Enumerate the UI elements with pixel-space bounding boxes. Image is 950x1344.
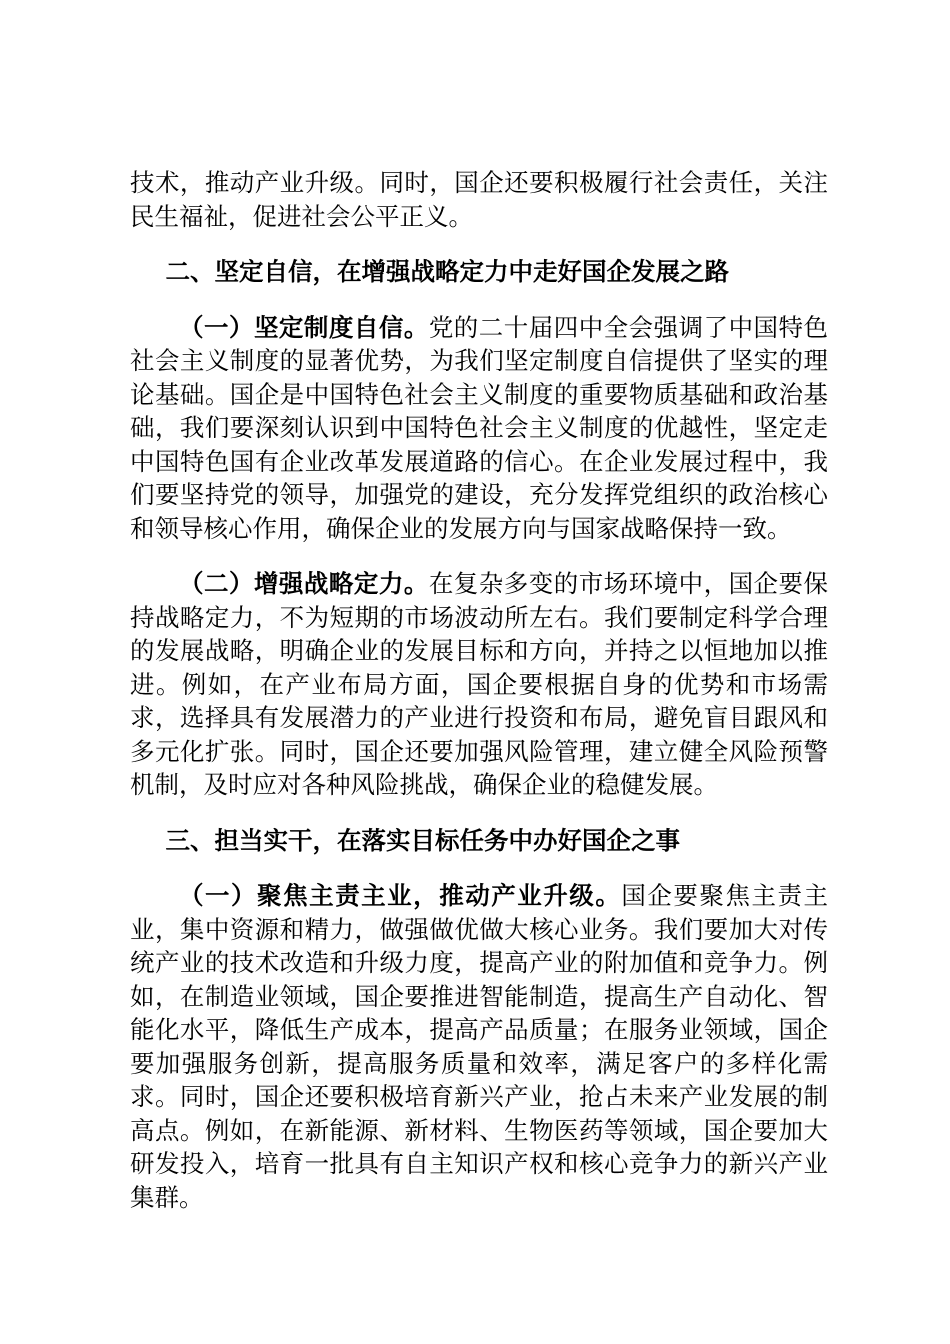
paragraph-text: 国企要聚焦主责主业，集中资源和精力，做强做优做大核心业务。我们要加大对传统产业的技术改造和升级力度，提高产业的附加值和竞争力。例如，在制造业领域，国企要推进智能制造，提高生产自动化、智能化水平，降低生产成本，提高产品质量；在服务业领域，国企要加强服务创新，提高服务质量和效率，满足客户的多样化需求。同时，国企还要积极培育新兴产业，抢占未来产业发展的制高点。例如，在新能源、新材料、生物医药等领域，国企要加大研发投入，培育一批具有自主知识产权和核心竞争力的新兴产业集群。 — [130, 881, 829, 1212]
paragraph-text: 在复杂多变的市场环境中，国企要保持战略定力，不为短期的市场波动所左右。我们要制定科学合理的发展战略，明确企业的发展目标和方向，并持之以恒地加以推进。例如，在产业布局方面，国企要根据自身的优势和市场需求，选择具有发展潜力的产业进行投资和布局，避免盲目跟风和多元化扩张。同时，国企还要加强风险管理，建立健全风险预警机制，及时应对各种风险挑战，确保企业的稳健发展。 — [130, 569, 829, 799]
paragraph-strategic-focus — [130, 567, 828, 802]
section-heading-3: 三、担当实干，在落实目标任务中办好国企之事 — [165, 825, 681, 855]
paragraph-lead: （一）坚定制度自信。 — [179, 312, 429, 342]
paragraph-continuation: 技术，推动产业升级。同时，国企还要积极履行社会责任，关注民生福祉，促进社会公平正义。 — [130, 168, 828, 231]
paragraph-institutional-confidence — [130, 311, 828, 546]
section-heading-2: 二、坚定自信，在增强战略定力中走好国企发展之路 — [165, 257, 730, 286]
paragraph-lead: （二）增强战略定力。 — [179, 569, 429, 598]
paragraph-text: 党的二十届四中全会强调了中国特色社会主义制度的显著优势，为我们坚定制度自信提供了坚实的理论基础。国企是中国特色社会主义制度的重要物质基础和政治基础，我们要深刻认识到中国特色社会主义制度的优越性，坚定走中国特色国有企业改革发展道路的信心。在企业发展过程中，我们要坚持党的领导，加强党的建设，充分发挥党组织的政治核心和领导核心作用，确保企业的发展方向与国家战略保持一致。 — [130, 312, 829, 543]
document-body — [130, 166, 828, 1214]
paragraph-core-business — [130, 879, 828, 1214]
paragraph-lead: （一）聚焦主责主业，推动产业升级。 — [179, 881, 622, 910]
